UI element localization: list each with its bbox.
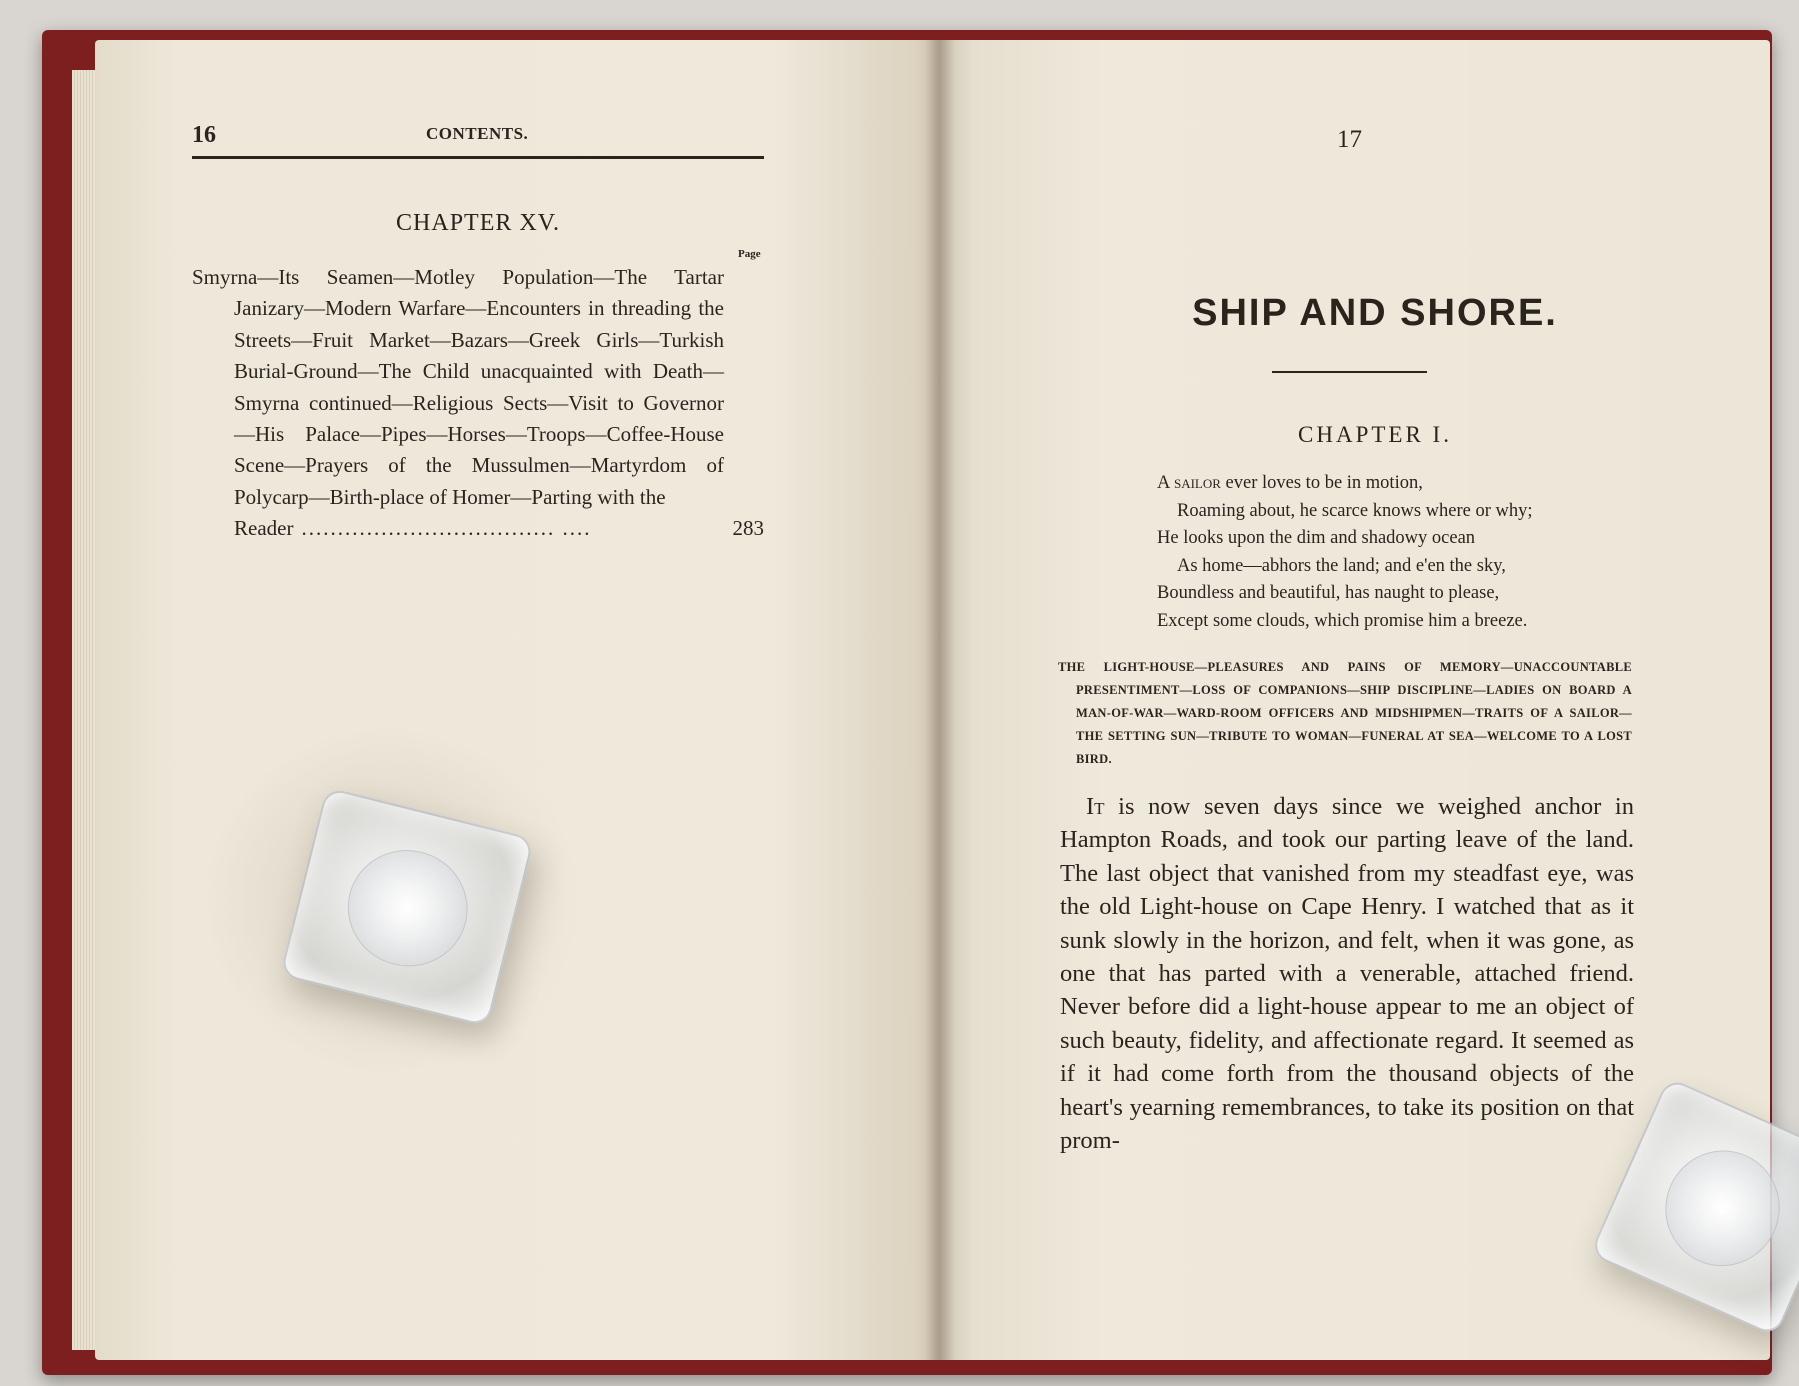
chapter-body — [1060, 790, 1634, 1157]
page-edges — [72, 70, 96, 1350]
poem-line-4: As home—abhors the land; and e'en the sky, — [1177, 555, 1506, 576]
header-rule — [192, 156, 764, 159]
toc-entry-text: Smyrna—Its Seamen—Motley Population—The Tartar Janizary—Modern Warfare—Encounters in threading the Streets—Fruit Market—Bazars—Greek Girls—Turkish Burial-Ground—The Child unacquainted with Death—Smyrna continued—Religious Sects—Visit to Governor—His Palace—Pipes—Horses—Troops—Coffee-House Scene—Prayers of the Mussulmen—Martyrdom of Polycarp—Birth-place of Homer—Parting with the — [192, 265, 724, 509]
book-gutter — [925, 40, 955, 1360]
chapter-heading: CHAPTER I. — [1298, 422, 1452, 447]
glass-weight-lens — [1647, 1132, 1798, 1284]
book-title: SHIP AND SHORE. — [1192, 292, 1558, 334]
body-first-word: It — [1086, 793, 1105, 820]
body-paragraph — [1060, 790, 1634, 1157]
left-page-number: 16 — [192, 122, 216, 148]
left-page — [95, 40, 940, 1360]
poem-line-5: Boundless and beautiful, has naught to please, — [1157, 583, 1500, 604]
page-column-label: Page — [738, 248, 761, 260]
toc-chapter-heading: CHAPTER XV. — [396, 210, 560, 236]
toc-entry-leader-line — [192, 513, 764, 544]
right-page-number: 17 — [1337, 126, 1362, 153]
chapter-synopsis — [1058, 656, 1632, 771]
poem-line-2: Roaming about, he scarce knows where or why; — [1177, 500, 1533, 521]
glass-weight-lens — [336, 837, 480, 978]
synopsis-text: THE LIGHT-HOUSE—PLEASURES AND PAINS OF MEMORY—UNACCOUNTABLE PRESENTIMENT—LOSS OF COMPANIONS—SHIP DISCIPLINE—LADIES ON BOARD A MAN-OF-WAR—WARD-ROOM OFFICERS AND MIDSHIPMEN—TRAITS OF A SAILOR—THE SETTING SUN—TRIBUTE TO WOMAN—FUNERAL AT SEA—WELCOME TO A LOST BIRD. — [1058, 660, 1632, 766]
toc-dot-leader: ................................... .... — [301, 516, 592, 541]
poem-line-3: He looks upon the dim and shadowy ocean — [1157, 528, 1476, 549]
running-head: CONTENTS. — [426, 124, 529, 143]
poem-line-1-rest: ever loves to be in motion, — [1220, 473, 1423, 493]
poem-line-6: Except some clouds, which promise him a breeze. — [1157, 610, 1528, 631]
toc-page-ref: 283 — [732, 516, 764, 541]
left-page-header — [192, 122, 762, 158]
toc-entry — [192, 262, 764, 545]
body-paragraph-text: is now seven days since we weighed anchor in Hampton Roads, and took our parting leave of the land. The last object that vanished from my steadfast eye, was the old Light-house on Cape Henry. I watched that as it sunk slowly in the horizon, and felt, when it was gone, as one that has parted with a venerable, attached friend. Never before did a light-house appear to me an object of such beauty, fidelity, and affectionate regard. It seemed as if it had come forth from the thousand objects of the heart's yearning remembrances, to take its position on that prom- — [1060, 793, 1634, 1155]
epigraph-poem — [1157, 470, 1533, 636]
toc-last-word: Reader — [234, 516, 294, 541]
title-rule — [1272, 371, 1427, 373]
poem-smallcaps: A sailor — [1157, 473, 1221, 493]
poem-line-1 — [1157, 470, 1533, 498]
